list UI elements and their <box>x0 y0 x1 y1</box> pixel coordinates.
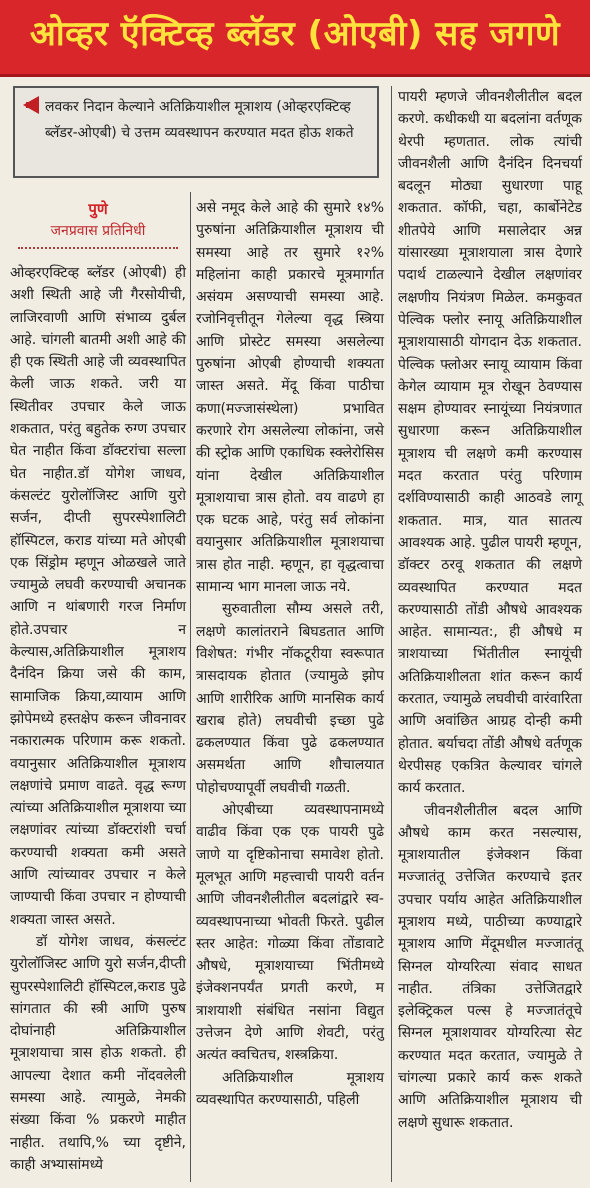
paragraph: असे नमूद केले आहे की सुमारे १४% पुरुषांना अतिक्रियाशील मूत्राशय ची समस्या आहे तर सुमारे १२% महिलांना काही प्रकारचे मूत्रमार्गात असंयम असण्याची समस्या आहे. रजोनिवृत्तीतून गेलेल्या वृद्ध स्त्रिया आणि प्रोस्टेट समस्या असलेल्या पुरुषांना ओएबी होण्याची शक्यता जास्त असते. मेंदू किंवा पाठीचा कणा(मज्जासंस्थेला) प्रभावित करणारे रोग असलेल्या लोकांना, जसे की स्ट्रोक आणि एकाधिक स्क्लेरोसिस यांना देखील अतिक्रियाशील मूत्राशयाचा त्रास होतो. वय वाढणे हा एक घटक आहे, परंतु सर्व लोकांना वयानुसार अतिक्रियाशील मूत्राशयाचा त्रास होत नाही. म्हणून, हा वृद्धत्वाचा सामान्य भाग मानला जाऊ नये. <box>196 200 384 596</box>
column-divider <box>190 192 191 1182</box>
article-column-2 <box>196 197 384 1111</box>
paragraph: ओव्हरएक्टिव्ह ब्लॅडर (ओएबी) ही अशी स्थिती आहे जी गैरसोयीची, लाजिरवाणी आणि संभाव्य दुर्बल आहे. चांगली बातमी अशी आहे की ही एक स्थिती आहे जी व्यवस्थापित केली जाऊ शकते. जरी या स्थितीवर उपचार केले जाऊ शकतात, परंतु बहुतेक रुग्ण उपचार घेत नाहीत किंवा डॉक्टरांचा सल्ला घेत नाहीत.डॉ योगेश जाधव, कंसल्टंट युरोलॉजिस्ट आणि युरो सर्जन, दीप्ती सुपरस्पेशालिटी हॉस्पिटल, कराड यांच्या मते ओएबी एक सिंड्रोम म्हणून ओळखले जाते ज्यामुळे लघवी करण्याची अचानक आणि न थांबणारी गरज निर्माण होते.उपचार न केल्यास,अतिक्रियाशील मूत्राशय दैनंदिन क्रिया जसे की काम, सामाजिक क्रिया,व्यायाम आणि झोपेमध्ये हस्तक्षेप करून जीवनावर नकारात्मक परिणाम करू शकतो. वयानुसार अतिक्रियाशील मूत्राशय लक्षणांचे प्रमाण वाढते. वृद्ध रूग्ण त्यांच्या अतिक्रियाशील मूत्राशया च्या लक्षणांवर त्यांच्या डॉक्टरांशी चर्चा करण्याची शक्यता कमी असते आणि त्यांच्यावर उपचार न केले जाण्याची किंवा उपचार न होण्याची शक्यता जास्त असते. <box>10 265 186 928</box>
summary-text: लवकर निदान केल्याने अतिक्रियाशील मूत्राशय (ओव्हरएक्टिव्ह ब्लॅडर-ओएबी) चे उत्तम व्यवस्थापन करण्यात मदत होऊ शकते <box>45 99 354 141</box>
dateline <box>10 198 186 242</box>
byline-divider <box>18 247 178 249</box>
headline: ओव्हर ऍक्टिव्ह ब्लॅडर (ओएबी) सह जगणे <box>29 14 561 54</box>
paragraph: अतिक्रियाशील मूत्राशय व्यवस्थापित करण्यासाठी, पहिली <box>196 1069 384 1108</box>
byline: जनप्रवास प्रतिनिधी <box>50 223 146 239</box>
summary-box <box>13 86 379 178</box>
dateline-place: पुणे <box>88 200 108 218</box>
paragraph: ओएबीच्या व्यवस्थापनामध्ये वाढीव किंवा एक एक पायरी पुढे जाणे या दृष्टिकोनाचा समावेश होतो. मूलभूत आणि महत्त्वाची पायरी वर्तन आणि जीवनशैलीतील बदलांद्वारे स्व-व्यवस्थापनाच्या भोवती फिरते. पुढील स्तर आहेत: गोळ्या किंवा तोंडावाटे औषधे, मूत्राशयाच्या भिंतीमध्ये इंजेक्शनपर्यंत प्रगती करणे, म त्राशयाशी संबंधित नसांना विद्युत उत्तेजन देणे आणि शेवटी, परंतु अत्यंत क्वचितच, शस्त्रक्रिया. <box>196 802 384 1064</box>
article-column-1 <box>10 262 186 1176</box>
column-divider <box>391 86 392 1182</box>
paragraph: सुरुवातीला सौम्य असले तरी, लक्षणे कालांतराने बिघडतात आणि विशेषत: गंभीर नॉकटूरीया स्वरूपात त्रासदायक होतात (ज्यामुळे झोप आणि शारीरिक आणि मानसिक कार्य खराब होते) लघवीची इच्छा पुढे ढकलण्यात किंवा पुढे ढकलण्यात असमर्थता आणि शौचालयात पोहोचण्यापूर्वी लघवीची गळती. <box>196 601 384 796</box>
paragraph: डॉ योगेश जाधव, कंसल्टंट युरोलॉजिस्ट आणि युरो सर्जन,दीप्ती सुपरस्पेशालिटी हॉस्पिटल,कराड पुढे सांगतात की स्त्री आणि पुरुष दोघांनाही अतिक्रियाशील मूत्राशयाचा त्रास होऊ शकतो. ही आपल्या देशात कमी नोंदवलेली समस्या आहे. त्यामुळे, नेमकी संख्या किंवा % प्रकरणे माहीत नाहीत. तथापि,% च्या दृष्टीने, काही अभ्यासांमध्ये <box>10 933 186 1173</box>
paragraph: जीवनशैलीतील बदल आणि औषधे काम करत नसल्यास, मूत्राशयातील इंजेक्शन किंवा मज्जातंतू उत्तेजित करण्याचे इतर उपचार पर्याय आहेत अतिक्रियाशील मूत्राशय मध्ये, पाठीच्या कण्याद्वारे मूत्राशय आणि मेंदूमधील मज्जातंतू सिग्नल योग्यरित्या संवाद साधत नाहीत. तंत्रिका उत्तेजितद्वारे इलेक्ट्रिकल पल्स हे मज्जातंतूचे सिग्नल मूत्राशयावर योग्यरित्या सेट करण्यात मदत करतात, ज्यामुळे ते चांगल्या प्रकारे कार्य करू शकते आणि अतिक्रियाशील मूत्राशय ची लक्षणे सुधारू शकतात. <box>398 802 582 1131</box>
article-column-3 <box>398 86 582 1134</box>
arrow-icon <box>23 96 39 114</box>
headline-banner <box>0 0 590 77</box>
paragraph: पायरी म्हणजे जीवनशैलीतील बदल करणे. कधीकधी या बदलांना वर्तणूक थेरपी म्हणतात. लोक त्यांची जीवनशैली आणि दैनंदिन दिनचर्या बदलून मोठ्या सुधारणा पाहू शकतात. कॉफी, चहा, कार्बोनेटेड शीतपेये आणि मसालेदार अन्न यांसारख्या मूत्राशयाला त्रास देणारे पदार्थ टाळल्याने देखील लक्षणांवर लक्षणीय नियंत्रण मिळेल. कमकुवत पेल्विक फ्लोर स्नायू अतिक्रियाशील मूत्राशयासाठी योगदान देऊ शकतात. पेल्विक फ्लोअर स्नायू व्यायाम किंवा केगेल व्यायाम मूत्र रोखून ठेवण्यास सक्षम होण्यावर स्नायूंच्या नियंत्रणात सुधारणा करून अतिक्रियाशील मूत्राशय ची लक्षणे कमी करण्यास मदत करतात परंतु परिणाम दर्शविण्यासाठी काही आठवडे लागू शकतात. मात्र, यात सातत्य आवश्यक आहे. पुढील पायरी म्हणून, डॉक्टर ठरवू शकतात की लक्षणे व्यवस्थापित करण्यात मदत करण्यासाठी तोंडी औषधे आवश्यक आहेत. सामान्यत:, ही औषधे म त्राशयाच्या भिंतीतील स्नायूंची अतिक्रियाशीलता शांत करून कार्य करतात, ज्यामुळे लघवीची वारंवारिता आणि अवांछित आग्रह दोन्ही कमी होतात. बर्याचदा तोंडी औषधे वर्तणूक थेरपीसह एकत्रित केल्यावर चांगले कार्य करतात. <box>398 89 582 797</box>
